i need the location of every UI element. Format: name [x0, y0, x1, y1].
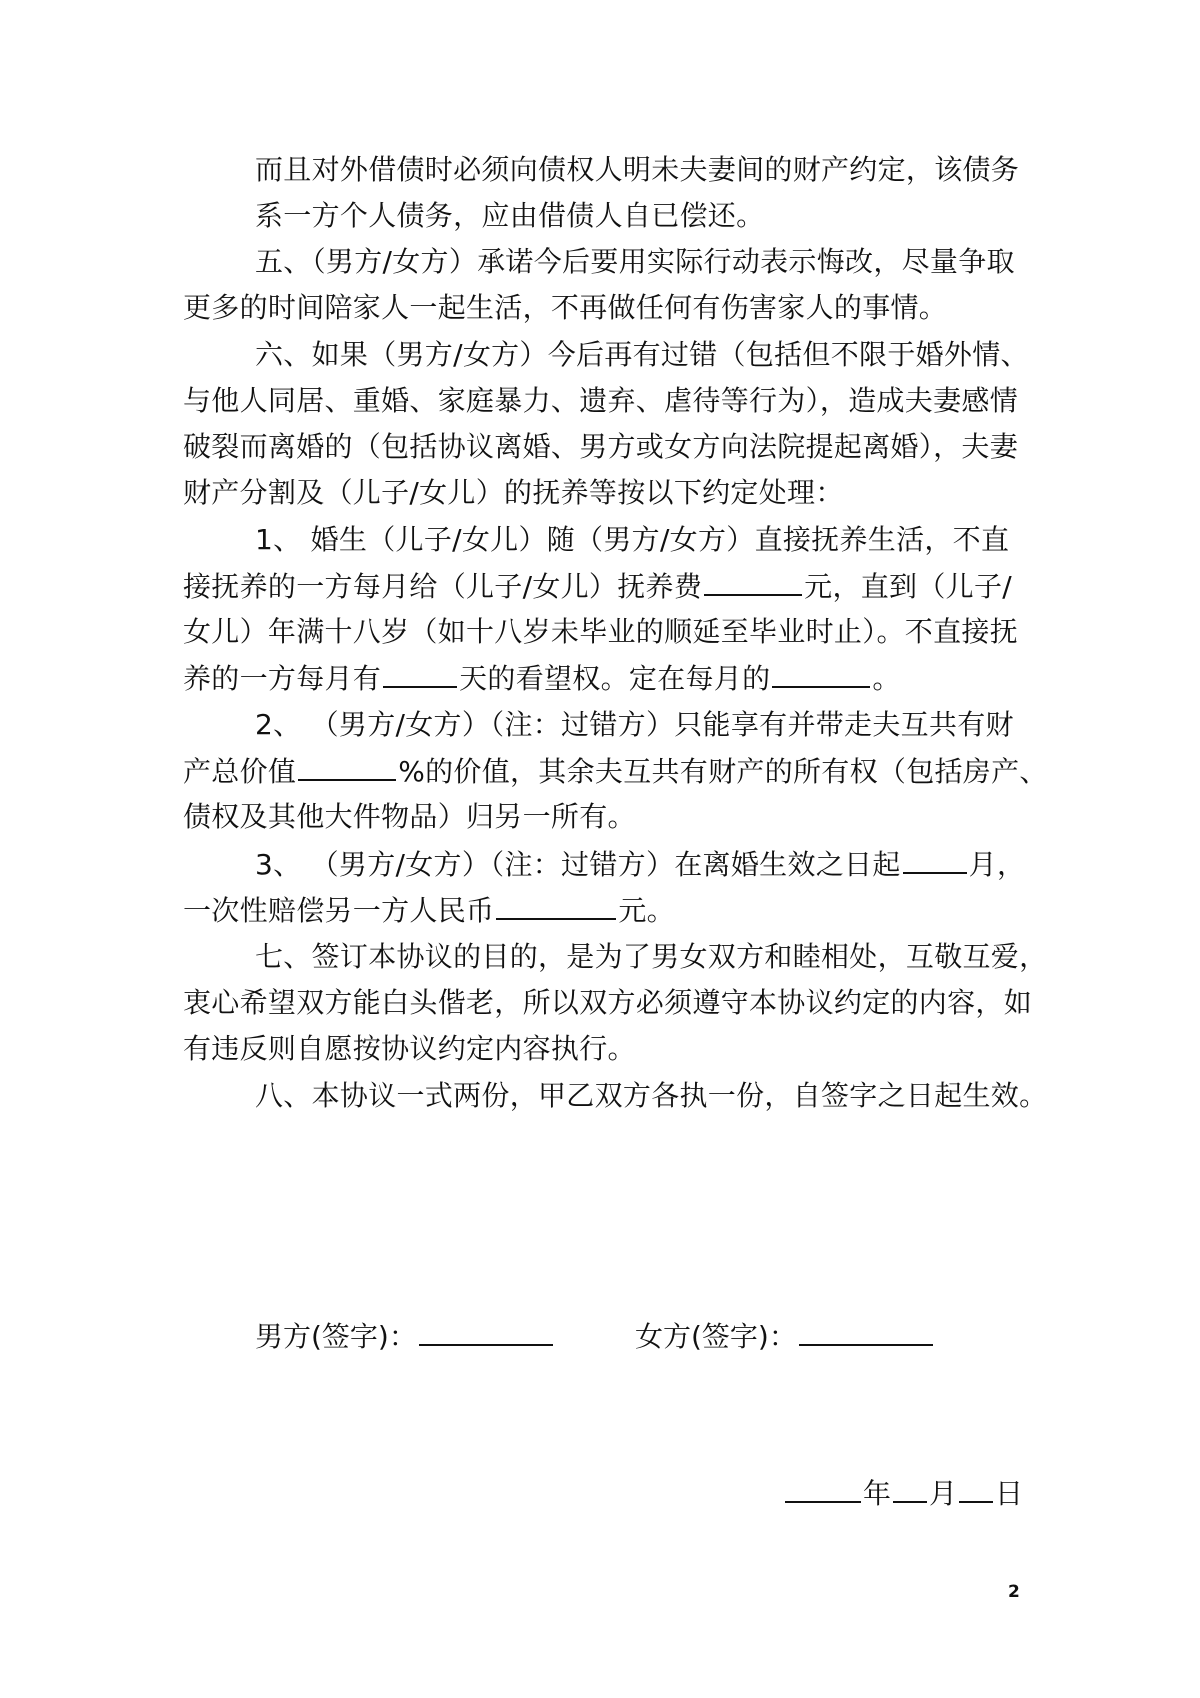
signature-row: [255, 1316, 1015, 1356]
fill-blank-percent[interactable]: [298, 753, 396, 781]
text: 而且对外借债时必须向债权人明未夫妻间的财产约定，该债务: [255, 153, 1020, 186]
text: 八、本协议一式两份，甲乙双方各执一份，自签字之日起生效。: [255, 1079, 1048, 1112]
text: 破裂而离婚的（包括协议离婚、男方或女方向法院提起离婚），夫妻: [183, 430, 1019, 463]
text: 元，直到（儿子/: [804, 570, 1012, 603]
text: %的价值，其余夫互共有财产的所有权（包括房产、: [398, 755, 1048, 788]
text: 产总价值: [183, 755, 297, 788]
paragraph-line: [183, 799, 636, 835]
clause-8: [255, 1078, 1047, 1114]
female-signature-field[interactable]: [799, 1316, 933, 1346]
text: 五、（男方/女方）承诺今后要用实际行动表示悔改，尽量争取: [255, 245, 1015, 278]
fill-blank-visit-days[interactable]: [383, 660, 457, 688]
text: 六、如果（男方/女方）今后再有过错（包括但不限于婚外情、: [255, 338, 1029, 371]
year-field[interactable]: [785, 1475, 861, 1503]
day-label: 日: [994, 1477, 1023, 1510]
paragraph-line: [183, 1031, 636, 1067]
clause-6: [255, 337, 1029, 373]
text: 接抚养的一方每月给（儿子/女儿）抚养费: [183, 570, 703, 603]
paragraph-line: [183, 383, 1018, 419]
text: 月，: [968, 848, 1026, 881]
date-line: [783, 1475, 1023, 1512]
paragraph-line: [183, 290, 947, 326]
clause-6-2: [255, 707, 1014, 743]
month-label: 月: [928, 1477, 957, 1510]
text: 财产分割及（儿子/女儿）的抚养等按以下约定处理：: [183, 476, 844, 509]
fill-blank-compensation[interactable]: [496, 892, 616, 920]
male-signature-field[interactable]: [419, 1316, 553, 1346]
text: 1、 婚生（儿子/女儿）随（男方/女方）直接抚养生活，不直: [255, 523, 1010, 556]
clause-7: [255, 939, 1047, 975]
text: 女儿）年满十八岁（如十八岁未毕业的顺延至毕业时止）。不直接抚: [183, 615, 1019, 648]
female-signature-label: 女方(签字)：: [635, 1320, 797, 1353]
text: 天的看望权。定在每月的: [459, 662, 771, 695]
female-signature: [635, 1316, 935, 1355]
paragraph-line: [255, 198, 764, 234]
paragraph-line: [183, 892, 675, 928]
day-field[interactable]: [959, 1475, 993, 1503]
paragraph-line: [183, 614, 1018, 650]
paragraph-line: [255, 152, 1019, 188]
clause-5: [255, 244, 1015, 280]
text: 。: [872, 662, 901, 695]
clause-6-3: [255, 846, 1025, 882]
paragraph-line: [183, 985, 1032, 1021]
text: 衷心希望双方能白头偕老，所以双方必须遵守本协议约定的内容，如: [183, 986, 1033, 1019]
text: 养的一方每月有: [183, 662, 382, 695]
paragraph-line: [183, 660, 901, 696]
paragraph-line: [183, 568, 1012, 604]
fill-blank-months[interactable]: [903, 846, 967, 874]
paragraph-line: [183, 429, 1018, 465]
text: 债权及其他大件物品）归另一所有。: [183, 800, 636, 833]
text: 系一方个人债务，应由借债人自已偿还。: [255, 199, 765, 232]
text: 3、 （男方/女方）（注：过错方）在离婚生效之日起: [255, 848, 901, 881]
paragraph-line: [183, 753, 1048, 789]
fill-blank-support-fee[interactable]: [704, 568, 802, 596]
year-label: 年: [862, 1477, 891, 1510]
text: 元。: [618, 894, 675, 927]
clause-6-1: [255, 522, 1009, 558]
male-signature: [255, 1316, 555, 1355]
month-field[interactable]: [893, 1475, 927, 1503]
text: 与他人同居、重婚、家庭暴力、遗弃、虐待等行为），造成夫妻感情: [183, 384, 1019, 417]
paragraph-line: [183, 475, 844, 511]
text: 一次性赔偿另一方人民币: [183, 894, 495, 927]
text: 七、签订本协议的目的，是为了男女双方和睦相处，互敬互爱，: [255, 940, 1048, 973]
fill-blank-visit-date[interactable]: [772, 660, 870, 688]
text: 更多的时间陪家人一起生活，不再做任何有伤害家人的事情。: [183, 291, 948, 324]
page-number: 2: [1008, 1582, 1020, 1602]
male-signature-label: 男方(签字)：: [255, 1320, 417, 1353]
text: 有违反则自愿按协议约定内容执行。: [183, 1032, 636, 1065]
text: 2、 （男方/女方）（注：过错方）只能享有并带走夫互共有财: [255, 708, 1014, 741]
